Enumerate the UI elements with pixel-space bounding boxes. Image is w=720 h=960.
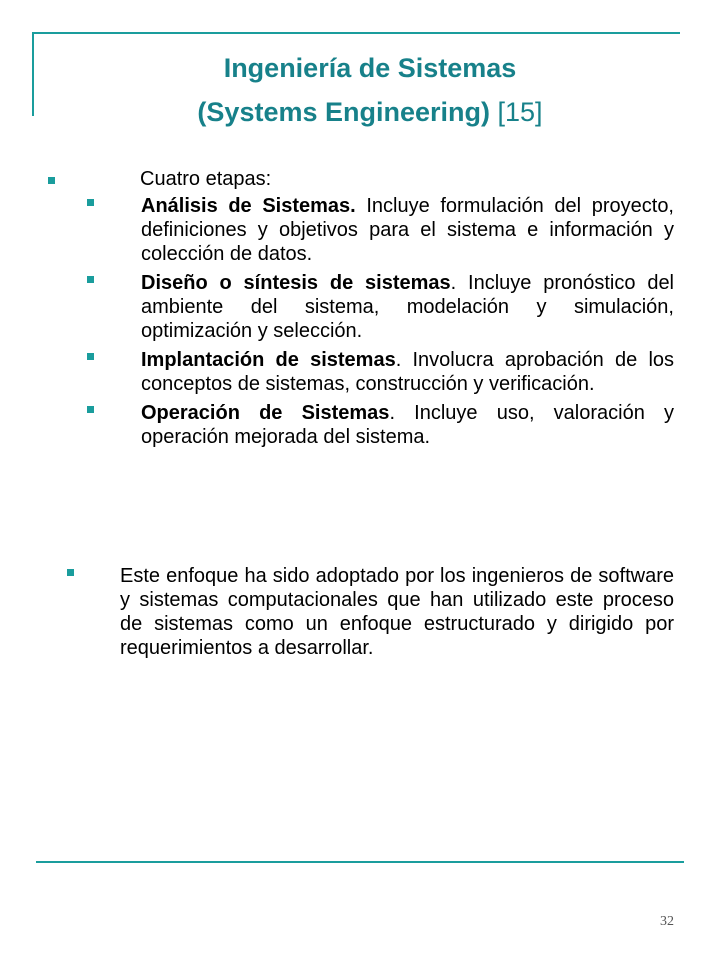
title-reference: [15]	[497, 97, 543, 127]
slide-title	[100, 46, 640, 134]
bottom-rule	[36, 861, 684, 863]
square-bullet-icon	[87, 353, 94, 360]
square-bullet-icon	[87, 199, 94, 206]
square-bullet-icon	[87, 276, 94, 283]
stage-term: Implantación de sistemas	[141, 349, 396, 371]
stage-term: Diseño o síntesis de sistemas	[141, 272, 451, 294]
square-bullet-icon	[48, 177, 55, 184]
note-text: Este enfoque ha sido adoptado por los ingenieros de software y sistemas computacionales que han utilizado este proceso de sistemas como un enfoque estructurado y dirigido por requerimientos a desarrollar.	[120, 565, 674, 659]
intro-text: Cuatro etapas:	[140, 168, 272, 190]
stage-item	[86, 348, 674, 396]
top-rule	[32, 32, 680, 34]
title-line-1: Ingeniería de Sistemas	[223, 53, 517, 83]
title-line-2-text: (Systems Engineering)	[197, 97, 490, 127]
stage-description: . Incluye uso, valoración y operación mejorada del sistema.	[141, 402, 675, 448]
page-number: 32	[660, 914, 674, 929]
square-bullet-icon	[87, 406, 94, 413]
stage-description: Incluye formulación del proyecto, definiciones y objetivos para el sistema e información y colección de datos.	[141, 195, 674, 265]
stage-list	[86, 194, 674, 454]
stage-term: Análisis de Sistemas.	[141, 195, 356, 217]
stage-item	[86, 271, 674, 343]
stage-term: Operación de Sistemas	[141, 402, 390, 424]
stage-description: . Involucra aprobación de los conceptos de sistemas, construcción y verificación.	[141, 349, 675, 395]
title-line-2	[100, 90, 640, 134]
stage-item	[86, 401, 674, 449]
stage-description: . Incluye pronóstico del ambiente del sistema, modelación y simulación, optimización y selección.	[141, 272, 675, 342]
note-item	[66, 564, 674, 660]
stage-item	[86, 194, 674, 266]
square-bullet-icon	[67, 569, 74, 576]
left-rule	[32, 32, 34, 116]
